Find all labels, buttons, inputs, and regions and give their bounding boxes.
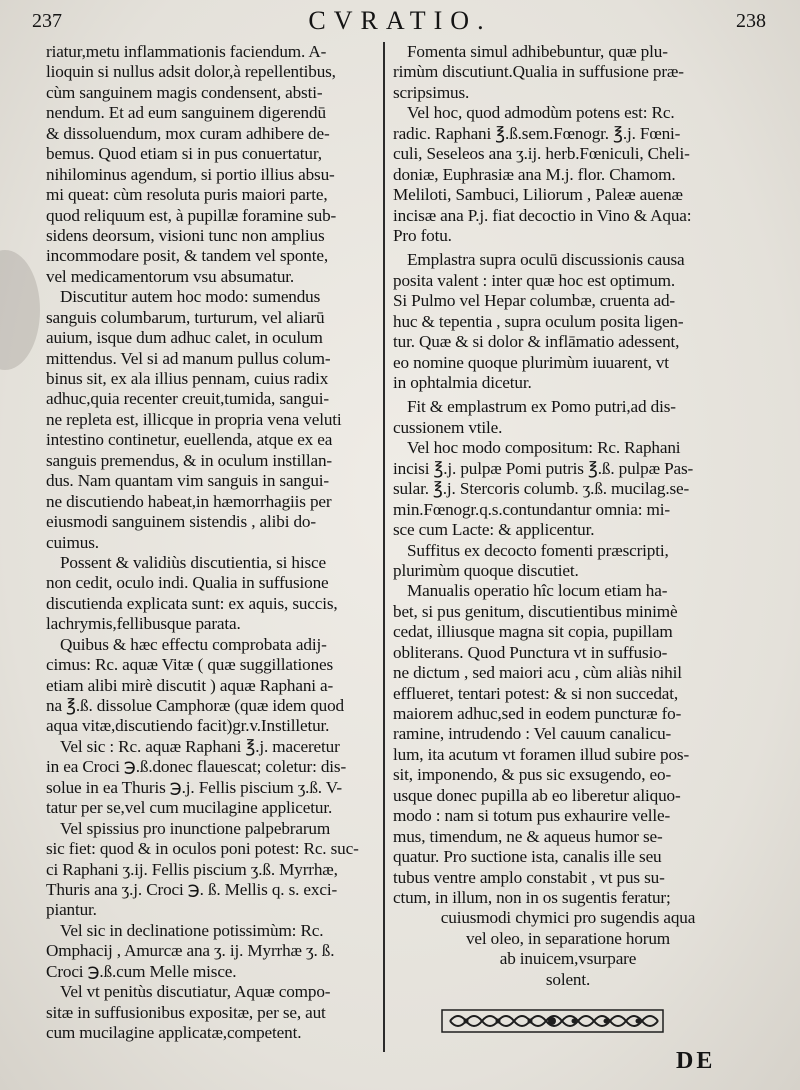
catchword: DE (676, 1048, 716, 1074)
text-line: plurimùm quoque discutiet. (393, 560, 579, 580)
text-line: sanguis premendus, & in oculum instillan- (46, 450, 333, 470)
column-divider (383, 42, 385, 1052)
text-line: riatur,metu inflammationis faciendum. A- (46, 42, 327, 61)
text-line: piantur. (46, 900, 97, 920)
text-line: Manualis operatio hîc locum etiam ha- (407, 581, 668, 601)
text-line: eiusmodi sanguinem sistendis , alibi do- (46, 512, 316, 532)
edge-shadow (0, 250, 40, 370)
text-line: ctum, in illum, non in os sugentis feratur; (393, 887, 671, 907)
text-line: doniæ, Euphrasiæ ana M.j. flor. Chamom. (393, 164, 676, 184)
text-line: usque donec pupilla ab eo liberetur aliquo- (393, 785, 681, 805)
text-line: Vel hoc, quod admodùm potens est: Rc. (407, 103, 675, 123)
text-line: efflueret, tentari potest: & si non succedat, (393, 683, 679, 703)
text-line: etiam alibi mirè discutit ) aquæ Raphani a- (46, 675, 334, 695)
text-line: tur. Quæ & si dolor & inflāmatio adessent, (393, 332, 680, 352)
text-line: non cedit, oculo indi. Qualia in suffusione (46, 573, 329, 593)
text-line: Discutitur autem hoc modo: sumendus (60, 287, 321, 307)
text-line: vel oleo, in separatione horum (465, 928, 671, 948)
page-header (30, 6, 770, 40)
text-line: adhuc,quia recenter creuit,tumida, sangui- (46, 389, 329, 409)
text-line: ne repleta est, illicque in propria vena veluti (46, 409, 342, 429)
text-line: sidens deorsum, visioni tunc non amplius (46, 225, 325, 245)
text-line: solent. (545, 969, 591, 989)
text-line: cimus: Rc. aquæ Vitæ ( quæ suggillationes (46, 655, 334, 675)
text-line: bemus. Quod etiam si in pus conuertatur, (46, 144, 322, 164)
text-line: Quibus & hæc effectu comprobata adij- (60, 634, 327, 654)
right-column (393, 42, 743, 990)
text-line: solue in ea Thuris ℈.j. Fellis piscium ʒ.ß. V- (46, 777, 343, 797)
text-line: Suffitus ex decocto fomenti præscripti, (407, 540, 669, 560)
text-line: incommodare posit, & tandem vel sponte, (46, 246, 328, 266)
text-line: huc & tepentia , supra oculum posita ligen- (393, 311, 684, 331)
text-line: ne dictum , sed maiori acu , cùm aliàs nihil (393, 663, 682, 683)
text-line: rimùm discutiunt.Qualia in suffusione præ- (393, 62, 684, 82)
text-line: Vel sic : Rc. aquæ Raphani ℥.j. maceretur (60, 736, 340, 756)
text-line: ab inuicem,vsurpare (499, 949, 637, 969)
text-line: Omphacij , Amurcæ ana ʒ. ij. Myrrhæ ʒ. ß. (46, 941, 335, 961)
text-line: posita valent : inter quæ hoc est optimum. (393, 270, 676, 290)
text-line: culi, Seseleos ana ʒ.ij. herb.Fœniculi, Cheli- (393, 144, 690, 164)
text-line: lioquin si nullus adsit dolor,à repellentibus, (46, 62, 336, 82)
text-line: quatur. Pro suctione ista, canalis ille seu (393, 847, 662, 867)
text-line: eo nomine quoque plurimùm iuuarent, vt (393, 352, 669, 372)
text-line: sanguis columbarum, turturum, vel aliarū (46, 307, 325, 327)
text-line: nendum. Et ad eum sanguinem digerendū (46, 103, 326, 123)
text-line: vel medicamentorum vsu absumatur. (46, 266, 295, 286)
text-line: in ophtalmia dicetur. (393, 373, 532, 392)
text-line: ci Raphani ʒ.ij. Fellis piscium ʒ.ß. Myrrhæ, (46, 859, 338, 879)
text-line: mus, timendum, ne & aqueus humor se- (393, 826, 663, 846)
left-column (46, 42, 374, 1043)
text-line: na ℥.ß. dissolue Camphoræ (quæ idem quod (46, 696, 345, 715)
text-line: intestino continetur, euellenda, atque ex ea (46, 430, 333, 450)
text-line: incisi ℥.j. pulpæ Pomi putris ℥.ß. pulpæ Pas- (393, 458, 694, 478)
text-line: Croci ℈.ß.cum Melle misce. (46, 961, 237, 981)
text-line: Fit & emplastrum ex Pomo putri,ad dis- (407, 397, 676, 417)
text-line: binus sit, ex ala illius pennam, cuius radix (46, 369, 329, 388)
text-line: quod reliquum est, à pupillæ foramine sub- (46, 205, 337, 225)
text-line: Pro fotu. (393, 225, 452, 245)
text-line: mi queat: cùm resoluta puris maiori parte, (46, 185, 328, 205)
text-line: lachrymis,fellibusque parata. (46, 614, 241, 634)
text-line: tubus ventre amplo constabit , vt pus su- (393, 867, 665, 887)
left-page-number: 237 (32, 10, 62, 32)
text-line: discutienda explicata sunt: ex aquis, succis, (46, 593, 338, 613)
text-line: cum mucilagine applicatæ,competent. (46, 1023, 302, 1042)
text-line: Vel sic in declinatione potissimùm: Rc. (60, 920, 324, 940)
text-line: tatur per se,vel cum mucilagine applicetur. (46, 798, 333, 818)
running-title: CVRATIO. (308, 6, 492, 35)
text-line: Possent & validiùs discutientia, si hisce (60, 552, 326, 572)
text-line: sic fiet: quod & in oculos poni potest: Rc. suc- (46, 839, 359, 859)
text-line: min.Fœnogr.q.s.contundantur omnia: mi- (393, 499, 670, 519)
text-line: aqua vitæ,discutiendo facit)gr.v.Instilletur. (46, 716, 330, 736)
text-line: Fomenta simul adhibebuntur, quæ plu- (407, 42, 668, 61)
text-line: Si Pulmo vel Hepar columbæ, cruenta ad- (393, 291, 675, 311)
text-line: cussionem vtile. (393, 417, 503, 437)
text-line: cedat, illiusque magna sit copia, pupillam (393, 622, 673, 642)
text-line: modo : nam si totum pus exhaurire velle- (393, 806, 671, 826)
text-line: sce cum Lacte: & applicentur. (393, 520, 595, 540)
text-line: Vel spissius pro inunctione palpebrarum (60, 818, 331, 838)
text-line: Thuris ana ʒ.j. Croci ℈. ß. Mellis q. s. exci- (46, 879, 338, 899)
text-line: sular. ℥.j. Stercoris columb. ʒ.ß. mucilag.se- (393, 479, 690, 499)
text-line: & dissoluendum, mox curam adhibere de- (46, 123, 330, 143)
right-page-number: 238 (736, 10, 766, 32)
text-line: mittendus. Vel si ad manum pullus colum- (46, 348, 331, 368)
ornament-icon (440, 1004, 665, 1038)
text-line: sit, imponendo, & pus sic exsugendo, eo- (393, 765, 672, 785)
text-line: Emplastra supra oculū discussionis causa (407, 250, 685, 270)
text-line: dus. Nam quantam vim sanguis in sangui- (46, 471, 329, 491)
text-line: scripsimus. (393, 82, 470, 102)
text-line: in ea Croci ℈.ß.donec flauescat; coletur: dis- (46, 757, 347, 777)
text-line: ramine, intrudendo : Vel cauum canalicu- (393, 724, 672, 744)
text-line: bet, si pus genitum, discutientibus minimè (393, 601, 678, 621)
text-line: cuiusmodi chymici pro sugendis aqua (440, 908, 696, 928)
text-line: Meliloti, Sambuci, Liliorum , Paleæ auenæ (393, 185, 683, 205)
text-line: nihilominus agendum, si portio illius absu- (46, 164, 335, 184)
text-line: cùm sanguinem magis condensent, absti- (46, 82, 323, 102)
text-line: Vel vt penitùs discutiatur, Aquæ compo- (60, 982, 331, 1002)
text-line: cuimus. (46, 532, 99, 552)
text-line: maiorem adhuc,sed in eodem puncturæ fo- (393, 704, 682, 723)
text-line: lum, ita acutum vt foramen illud subire pos- (393, 744, 690, 764)
text-line: radic. Raphani ℥.ß.sem.Fœnogr. ℥.j. Fœni- (393, 123, 681, 143)
text-line: ne discutiendo habeat,in hæmorrhagiis per (46, 491, 332, 511)
text-line: auium, isque dum adhuc calet, in oculum (46, 328, 323, 348)
text-line: sitæ in suffusionibus expositæ, per se, aut (46, 1002, 326, 1022)
text-line: obliterans. Quod Punctura vt in suffusio- (393, 642, 668, 662)
text-line: incisæ ana P.j. fiat decoctio in Vino & Aqua: (393, 205, 692, 225)
text-line: Vel hoc modo compositum: Rc. Raphani (407, 438, 681, 458)
